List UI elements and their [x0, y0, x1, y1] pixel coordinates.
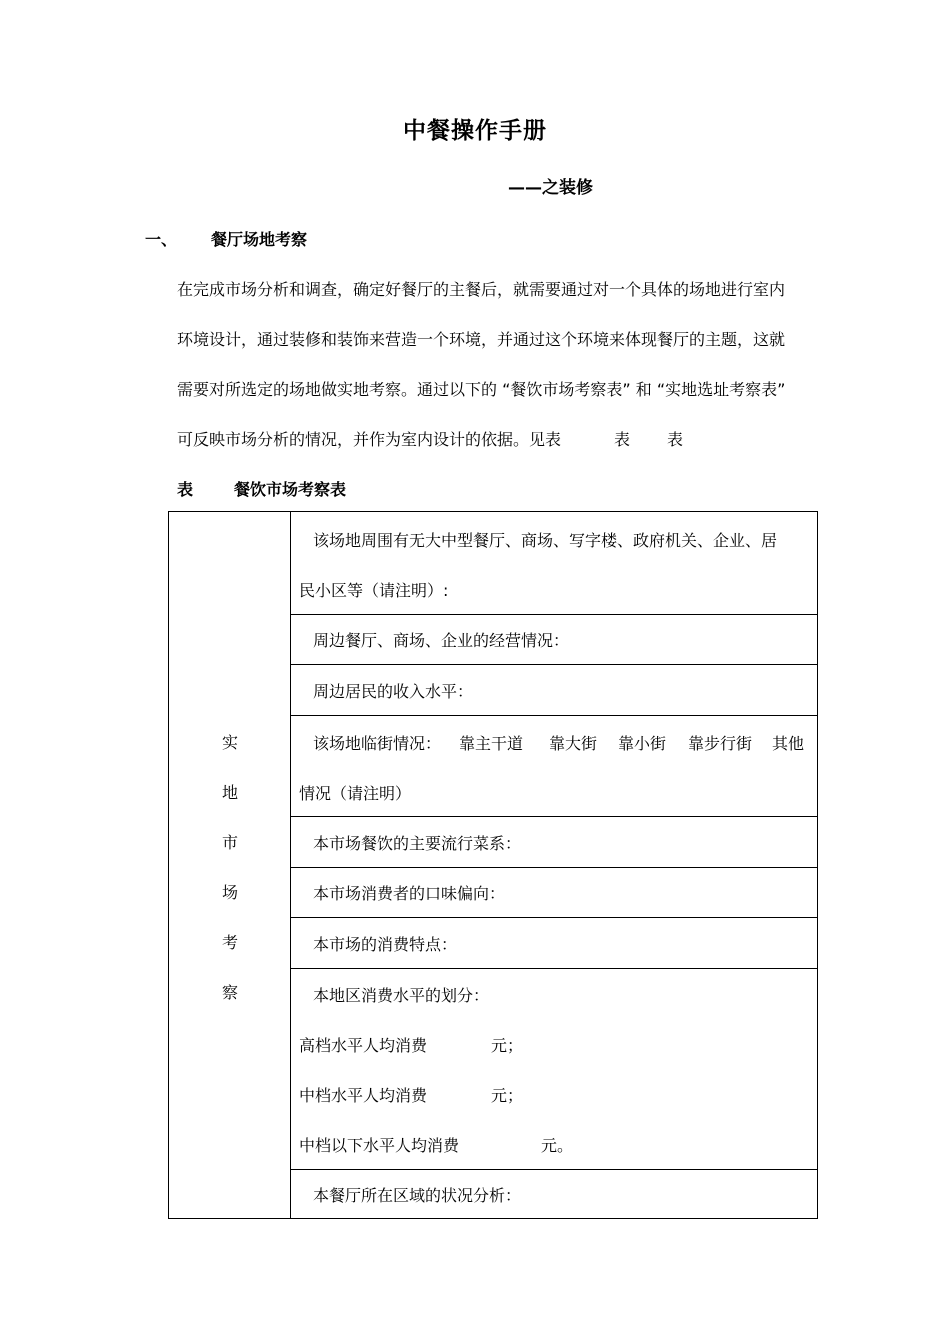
row-text: 该场地周围有无大中型餐厅、商场、写字楼、政府机关、企业、居	[313, 531, 778, 550]
row-text: 本市场的消费特点：	[313, 935, 458, 954]
section-title: 餐厅场地考察	[211, 230, 308, 249]
row-option: 靠主干道	[459, 734, 524, 753]
row-unit: 元；	[491, 1086, 524, 1105]
table-side-label	[169, 512, 291, 1218]
row-text: 中档水平人均消费	[299, 1086, 428, 1105]
row-option: 其他	[772, 734, 805, 753]
row-unit: 元；	[491, 1036, 524, 1055]
table-row	[291, 1169, 817, 1220]
row-text: 中档以下水平人均消费	[299, 1136, 460, 1155]
paragraph-table-ref-2: 表	[667, 430, 684, 449]
row-text: 高档水平人均消费	[299, 1036, 428, 1055]
table-row	[291, 664, 817, 715]
table-row	[291, 917, 817, 968]
row-text: 情况（请注明）	[299, 784, 412, 803]
table-row	[291, 614, 817, 664]
document-subtitle: ——之装修	[508, 178, 593, 198]
row-unit: 元。	[541, 1136, 574, 1155]
row-text: 周边居民的收入水平：	[313, 682, 474, 701]
paragraph-table-ref-1: 表	[614, 430, 631, 449]
row-text: 本餐厅所在区域的状况分析：	[313, 1186, 522, 1205]
row-text: 民小区等（请注明）:	[299, 581, 449, 600]
row-text: 本市场餐饮的主要流行菜系：	[313, 834, 522, 853]
table-caption-label: 表	[177, 480, 194, 499]
row-text: 该场地临街情况：	[313, 734, 442, 753]
table-row	[291, 816, 817, 867]
row-text: 本地区消费水平的划分：	[313, 986, 490, 1005]
paragraph-line-2: 环境设计，通过装修和装饰来营造一个环境，并通过这个环境来体现餐厅的主题，这就	[177, 330, 786, 349]
section-number: 一、	[145, 230, 178, 249]
table-row	[291, 968, 817, 1169]
row-text: 周边餐厅、商场、企业的经营情况：	[313, 631, 570, 650]
table-caption-title: 餐饮市场考察表	[234, 480, 347, 499]
row-option: 靠步行街	[688, 734, 753, 753]
side-label-char: 实	[221, 733, 238, 752]
table-row	[291, 512, 817, 614]
paragraph-line-1: 在完成市场分析和调查，确定好餐厅的主餐后，就需要通过对一个具体的场地进行室内	[177, 280, 786, 299]
paragraph-line-4: 可反映市场分析的情况，并作为室内设计的依据。见表	[177, 430, 562, 449]
row-option: 靠小街	[618, 734, 667, 753]
side-label-char: 考	[221, 933, 238, 952]
side-label-char: 察	[221, 983, 238, 1002]
side-label-char: 地	[221, 783, 238, 802]
table-row	[291, 867, 817, 917]
table-row	[291, 715, 817, 816]
document-title: 中餐操作手册	[403, 118, 547, 144]
side-label-char: 市	[221, 833, 238, 852]
row-text: 本市场消费者的口味偏向：	[313, 884, 506, 903]
market-survey-table	[168, 511, 818, 1219]
row-option: 靠大街	[549, 734, 598, 753]
side-label-char: 场	[221, 883, 238, 902]
paragraph-line-3: 需要对所选定的场地做实地考察。通过以下的 “餐饮市场考察表” 和 “实地选址考察表”	[177, 380, 786, 399]
